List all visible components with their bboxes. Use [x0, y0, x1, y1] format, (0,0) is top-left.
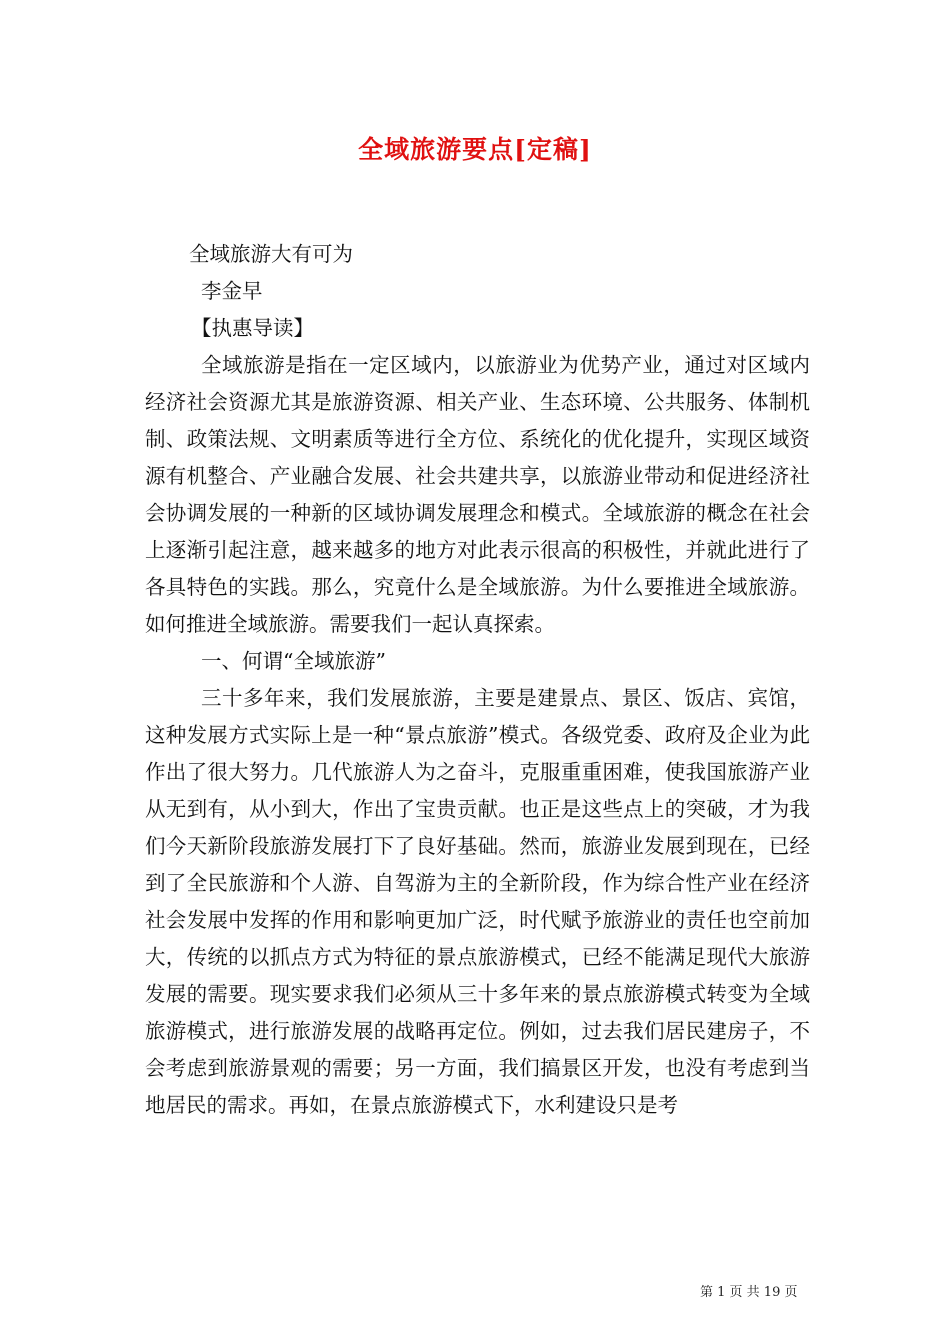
page-number: 第 1 页 共 19 页 [700, 1285, 798, 1300]
intro-paragraph: 全域旅游是指在一定区域内，以旅游业为优势产业，通过对区域内经济社会资源尤其是旅游资源、相关产业、生态环境、公共服务、体制机制、政策法规、文明素质等进行全方位、系统化的优化提升，实现区域资源有机整合、产业融合发展、社会共建共享，以旅游业带动和促进经济社会协调发展的一种新的区域协调发展理念和模式。全域旅游的概念在社会上逐渐引起注意，越来越多的地方对此表示很高的积极性，并就此进行了各具特色的实践。那么，究竟什么是全域旅游。为什么要推进全域旅游。如何推进全域旅游。需要我们一起认真探索。 [145, 353, 810, 636]
article-subtitle: 全域旅游大有可为 [189, 242, 353, 266]
document-title: 全域旅游要点[定稿] [358, 135, 592, 164]
document-body [145, 236, 810, 1124]
guide-label: 【执惠导读】 [191, 316, 314, 340]
section-paragraph: 三十多年来，我们发展旅游，主要是建景点、景区、饭店、宾馆，这种发展方式实际上是一种“景点旅游”模式。各级党委、政府及企业为此作出了很大努力。几代旅游人为之奋斗，克服重重困难，使我国旅游产业从无到有，从小到大，作出了宝贵贡献。也正是这些点上的突破，才为我们今天新阶段旅游发展打下了良好基础。然而，旅游业发展到现在，已经到了全民旅游和个人游、自驾游为主的全新阶段，作为综合性产业在经济社会发展中发挥的作用和影响更加广泛，时代赋予旅游业的责任也空前加大，传统的以抓点方式为特征的景点旅游模式，已经不能满足现代大旅游发展的需要。现实要求我们必须从三十多年来的景点旅游模式转变为全域旅游模式，进行旅游发展的战略再定位。例如，过去我们居民建房子，不会考虑到旅游景观的需要；另一方面，我们搞景区开发，也没有考虑到当地居民的需求。再如，在景点旅游模式下，水利建设只是考 [145, 686, 810, 1117]
section-heading: 一、何谓“全域旅游” [201, 649, 386, 673]
article-author: 李金早 [201, 279, 263, 303]
